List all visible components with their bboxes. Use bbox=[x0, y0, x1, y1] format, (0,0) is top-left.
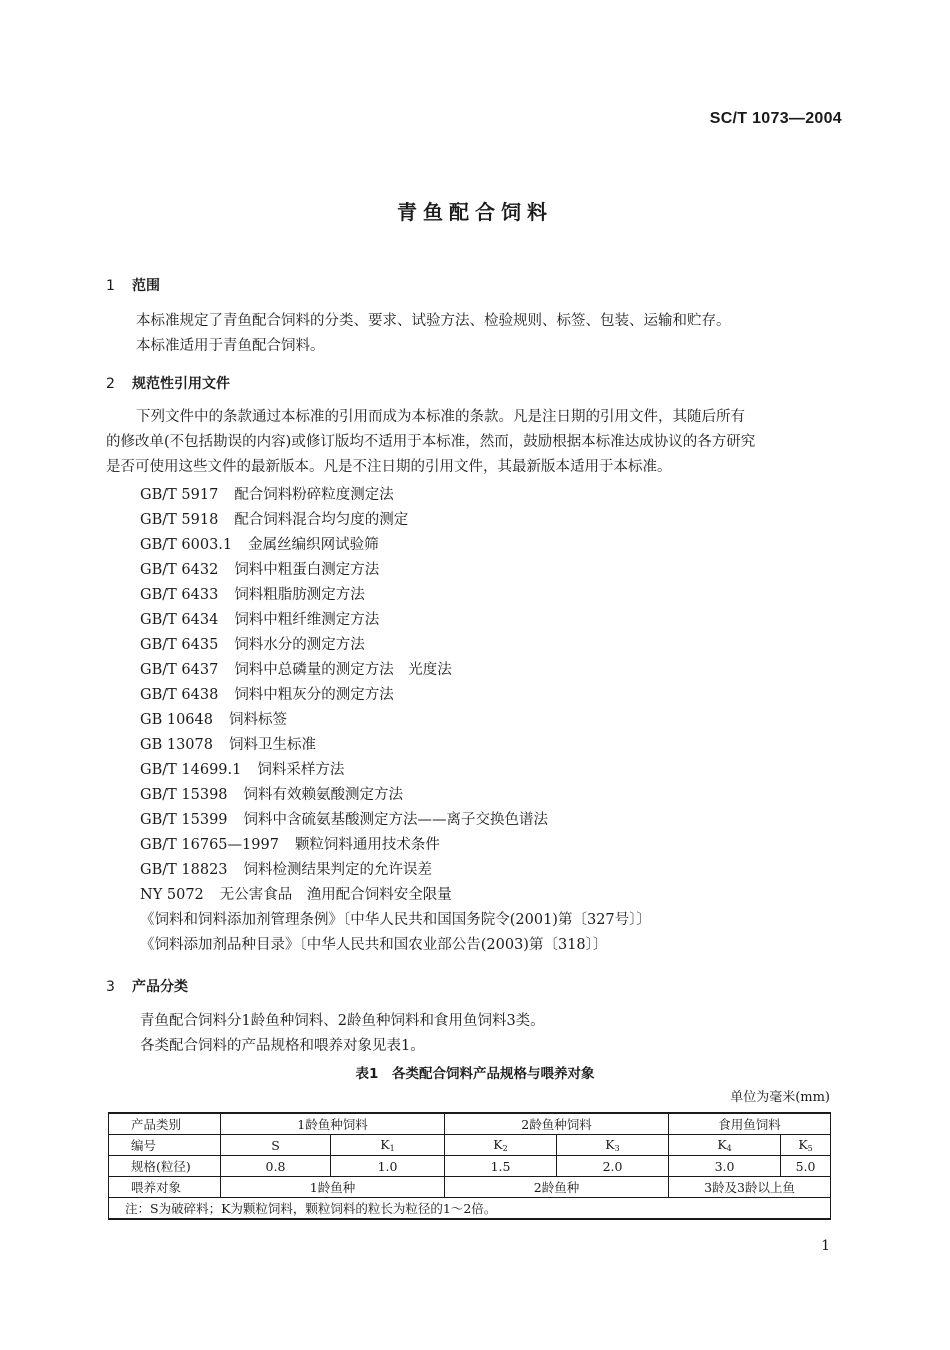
reference-name: 《饲料和饲料添加剂管理条例》〔中华人民共和国国务院令(2001)第〔327号〕〕 bbox=[140, 912, 651, 928]
reference-code: GB/T 6438 bbox=[140, 687, 219, 703]
table-row bbox=[109, 1156, 831, 1177]
reference-item bbox=[140, 783, 651, 808]
table-cell: 2.0 bbox=[557, 1156, 669, 1177]
reference-item bbox=[140, 808, 651, 833]
reference-item bbox=[140, 483, 651, 508]
code-main: K bbox=[493, 1137, 503, 1152]
table-cell bbox=[445, 1135, 557, 1156]
row-label: 产品类别 bbox=[109, 1113, 221, 1135]
table-cell: 3.0 bbox=[669, 1156, 781, 1177]
reference-code: GB/T 6437 bbox=[140, 662, 219, 678]
row-label: 编号 bbox=[109, 1135, 221, 1156]
reference-name: 饲料粗脂肪测定方法 bbox=[234, 587, 365, 603]
document-title: 青鱼配合饲料 bbox=[397, 200, 553, 224]
section-title: 范围 bbox=[132, 278, 160, 294]
reference-item bbox=[140, 683, 651, 708]
code-sub: 4 bbox=[726, 1144, 732, 1153]
intro-line: 的修改单(不包括勘误的内容)或修订版均不适用于本标准，然而，鼓励根据本标准达成协议的各方研究 bbox=[106, 434, 756, 450]
table-cell bbox=[331, 1135, 445, 1156]
reference-item bbox=[140, 658, 651, 683]
code-sub: 5 bbox=[807, 1144, 813, 1153]
code-main: K bbox=[380, 1137, 390, 1152]
reference-code: GB/T 18823 bbox=[140, 862, 228, 878]
section-title: 规范性引用文件 bbox=[132, 376, 230, 392]
reference-code: GB/T 5917 bbox=[140, 487, 219, 503]
reference-code: GB/T 6435 bbox=[140, 637, 219, 653]
reference-code: GB 10648 bbox=[140, 712, 213, 728]
reference-code: GB/T 15398 bbox=[140, 787, 228, 803]
reference-list bbox=[140, 483, 651, 958]
table-cell: 1龄鱼种饲料 bbox=[221, 1113, 445, 1135]
table-cell bbox=[557, 1135, 669, 1156]
table-cell: 1龄鱼种 bbox=[221, 1177, 445, 1198]
table-row bbox=[109, 1177, 831, 1198]
standard-code: SC/T 1073—2004 bbox=[709, 110, 842, 127]
reference-code: GB/T 6433 bbox=[140, 587, 219, 603]
reference-item bbox=[140, 608, 651, 633]
code-sub: 1 bbox=[389, 1144, 395, 1153]
reference-name: 饲料卫生标准 bbox=[228, 737, 316, 753]
row-label: 喂养对象 bbox=[109, 1177, 221, 1198]
table-cell bbox=[781, 1135, 831, 1156]
reference-code: GB/T 6003.1 bbox=[140, 537, 233, 553]
table-unit: 单位为毫米(mm) bbox=[730, 1090, 830, 1105]
section-number: 1 bbox=[106, 278, 115, 294]
table-cell bbox=[669, 1135, 781, 1156]
reference-item bbox=[140, 858, 651, 883]
table-cell: 2龄鱼种 bbox=[445, 1177, 669, 1198]
reference-name: 饲料标签 bbox=[228, 712, 287, 728]
reference-name: 配合饲料混合均匀度的测定 bbox=[234, 512, 409, 528]
reference-item bbox=[140, 508, 651, 533]
reference-item bbox=[140, 533, 651, 558]
product-spec-table bbox=[108, 1112, 831, 1220]
reference-item bbox=[140, 733, 651, 758]
reference-item bbox=[140, 933, 651, 958]
reference-code: GB/T 5918 bbox=[140, 512, 219, 528]
table-row bbox=[109, 1135, 831, 1156]
table-cell: 2龄鱼种饲料 bbox=[445, 1113, 669, 1135]
paragraph: 青鱼配合饲料分1龄鱼种饲料、2龄鱼种饲料和食用鱼饲料3类。 bbox=[140, 1013, 545, 1029]
reference-name: 饲料有效赖氨酸测定方法 bbox=[243, 787, 404, 803]
table-cell bbox=[221, 1135, 331, 1156]
paragraph: 本标准规定了青鱼配合饲料的分类、要求、试验方法、检验规则、标签、包装、运输和贮存。 bbox=[136, 313, 731, 329]
code-main: K bbox=[717, 1137, 727, 1152]
reference-name: 无公害食品 渔用配合饲料安全限量 bbox=[219, 887, 452, 903]
reference-name: 饲料检测结果判定的允许误差 bbox=[243, 862, 433, 878]
reference-name: 颗粒饲料通用技术条件 bbox=[294, 837, 440, 853]
reference-code: GB/T 6432 bbox=[140, 562, 219, 578]
reference-item bbox=[140, 833, 651, 858]
paragraph: 各类配合饲料的产品规格和喂养对象见表1。 bbox=[140, 1038, 425, 1054]
code-sub: 2 bbox=[502, 1144, 508, 1153]
table-cell: 0.8 bbox=[221, 1156, 331, 1177]
reference-code: GB/T 16765—1997 bbox=[140, 837, 279, 853]
intro-line: 是否可使用这些文件的最新版本。凡是不注日期的引用文件，其最新版本适用于本标准。 bbox=[106, 459, 672, 475]
reference-code: GB/T 15399 bbox=[140, 812, 228, 828]
section-number: 3 bbox=[106, 979, 115, 995]
code-main: K bbox=[798, 1137, 808, 1152]
reference-code: GB/T 6434 bbox=[140, 612, 219, 628]
code-main: K bbox=[605, 1137, 615, 1152]
reference-name: 饲料采样方法 bbox=[257, 762, 345, 778]
table-row bbox=[109, 1113, 831, 1135]
section-title: 产品分类 bbox=[132, 979, 188, 995]
table-cell: 1.0 bbox=[331, 1156, 445, 1177]
reference-code: GB/T 14699.1 bbox=[140, 762, 242, 778]
row-label: 规格(粒径) bbox=[109, 1156, 221, 1177]
table-cell: 食用鱼饲料 bbox=[669, 1113, 831, 1135]
intro-line: 下列文件中的条款通过本标准的引用而成为本标准的条款。凡是注日期的引用文件，其随后所有 bbox=[136, 409, 745, 425]
reference-item bbox=[140, 558, 651, 583]
reference-name: 饲料中粗蛋白测定方法 bbox=[234, 562, 380, 578]
reference-item bbox=[140, 883, 651, 908]
table-cell: 1.5 bbox=[445, 1156, 557, 1177]
reference-name: 金属丝编织网试验筛 bbox=[248, 537, 379, 553]
section-2-heading bbox=[106, 373, 230, 393]
paragraph: 本标准适用于青鱼配合饲料。 bbox=[136, 338, 325, 354]
reference-item bbox=[140, 583, 651, 608]
reference-name: 配合饲料粉碎粒度测定法 bbox=[234, 487, 394, 503]
reference-name: 饲料中含硫氨基酸测定方法——离子交换色谱法 bbox=[243, 812, 549, 828]
code-sub: 3 bbox=[614, 1144, 620, 1153]
reference-item bbox=[140, 908, 651, 933]
section-3-heading bbox=[106, 976, 188, 996]
reference-name: 饲料中粗纤维测定方法 bbox=[234, 612, 380, 628]
page-number: 1 bbox=[821, 1238, 830, 1254]
reference-item bbox=[140, 708, 651, 733]
reference-name: 《饲料添加剂品种目录》〔中华人民共和国农业部公告(2003)第〔318〕〕 bbox=[140, 937, 608, 953]
table-note: 注：S为破碎料；K为颗粒饲料，颗粒饲料的粒长为粒径的1～2倍。 bbox=[109, 1198, 831, 1220]
reference-code: GB 13078 bbox=[140, 737, 213, 753]
table-cell: 5.0 bbox=[781, 1156, 831, 1177]
reference-code: NY 5072 bbox=[140, 887, 204, 903]
reference-name: 饲料水分的测定方法 bbox=[234, 637, 365, 653]
reference-item bbox=[140, 758, 651, 783]
table-row bbox=[109, 1198, 831, 1220]
reference-name: 饲料中粗灰分的测定方法 bbox=[234, 687, 394, 703]
section-1-heading bbox=[106, 275, 160, 295]
reference-item bbox=[140, 633, 651, 658]
code-main: S bbox=[271, 1137, 280, 1153]
reference-name: 饲料中总磷量的测定方法 光度法 bbox=[234, 662, 452, 678]
table-cell: 3龄及3龄以上鱼 bbox=[669, 1177, 831, 1198]
section-number: 2 bbox=[106, 376, 115, 392]
table-caption: 表1 各类配合饲料产品规格与喂养对象 bbox=[355, 1066, 595, 1082]
